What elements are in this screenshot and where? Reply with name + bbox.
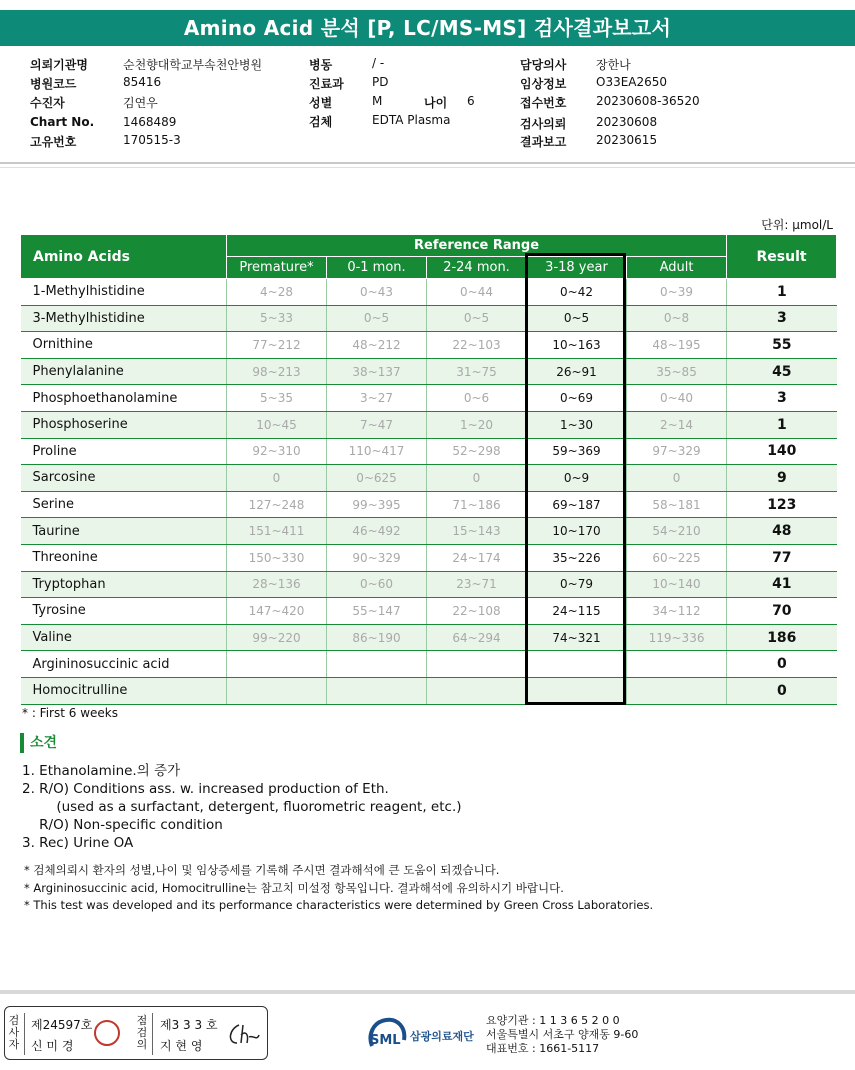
amino-acid-name: Homocitrulline	[21, 677, 227, 704]
reference-range-cell: 15~143	[427, 518, 527, 545]
lab-name: 삼광의료재단	[410, 1030, 474, 1043]
reviewer-license-no: 제3 3 3 호	[160, 1018, 218, 1032]
amino-acid-name: Ornithine	[21, 332, 227, 359]
reference-range-cell: 0~6	[427, 385, 527, 412]
reference-range-cell: 48~195	[627, 332, 727, 359]
reference-range-cell	[327, 677, 427, 704]
table-row	[21, 411, 837, 438]
header-amino-acids: Amino Acids	[21, 235, 227, 279]
reference-range-cell: 10~163	[527, 332, 627, 359]
reference-range-cell: 0~60	[327, 571, 427, 598]
result-value: 1	[727, 279, 837, 306]
label-sex: 성별	[309, 96, 333, 110]
value-ward: / -	[372, 56, 385, 70]
result-value: 70	[727, 598, 837, 625]
table-row	[21, 544, 837, 571]
comment-line: 3. Rec) Urine OA	[22, 835, 134, 851]
reference-range-cell: 0~5	[327, 305, 427, 332]
result-value: 77	[727, 544, 837, 571]
reference-range-cell: 22~103	[427, 332, 527, 359]
reference-range-cell: 0	[227, 465, 327, 492]
tester-seal-icon	[94, 1020, 120, 1046]
reference-range-cell: 35~85	[627, 358, 727, 385]
table-row	[21, 571, 837, 598]
reference-range-cell: 127~248	[227, 491, 327, 518]
reference-range-cell: 10~140	[627, 571, 727, 598]
table-row	[21, 677, 837, 704]
reference-range-cell: 0~8	[627, 305, 727, 332]
label-clinical-info: 임상정보	[520, 77, 567, 91]
reference-range-cell: 98~213	[227, 358, 327, 385]
reference-range-cell: 99~220	[227, 624, 327, 651]
results-body	[21, 279, 837, 705]
reference-range-cell	[427, 677, 527, 704]
value-report-date: 20230615	[596, 133, 658, 147]
reviewer-label: 점검의	[136, 1014, 148, 1051]
table-row	[21, 651, 837, 678]
info-divider	[0, 162, 855, 164]
reference-range-cell: 151~411	[227, 518, 327, 545]
result-value: 1	[727, 411, 837, 438]
label-request-date: 검사의뢰	[520, 117, 567, 131]
comment-line: 2. R/O) Conditions ass. w. increased production of Eth.	[22, 781, 389, 797]
value-department: PD	[372, 75, 389, 89]
value-clinical-info: O33EA2650	[596, 75, 668, 89]
reference-range-cell: 58~181	[627, 491, 727, 518]
reference-range-cell: 119~336	[627, 624, 727, 651]
value-age: 6	[467, 94, 475, 108]
reference-range-cell: 52~298	[427, 438, 527, 465]
reference-range-cell: 55~147	[327, 598, 427, 625]
header-0-1-mon: 0-1 mon.	[327, 257, 427, 279]
label-specimen: 검체	[309, 115, 333, 129]
value-unique-no: 170515-3	[123, 133, 181, 147]
header-reference-range: Reference Range	[227, 235, 727, 257]
result-value: 3	[727, 305, 837, 332]
value-receipt-no: 20230608-36520	[596, 94, 700, 108]
reference-range-cell: 99~395	[327, 491, 427, 518]
table-footnote: * : First 6 weeks	[22, 706, 118, 720]
reference-range-cell: 35~226	[527, 544, 627, 571]
reference-range-cell: 59~369	[527, 438, 627, 465]
table-row	[21, 491, 837, 518]
reference-range-cell: 0	[427, 465, 527, 492]
reference-range-cell: 0~5	[427, 305, 527, 332]
reference-range-cell: 71~186	[427, 491, 527, 518]
result-value: 186	[727, 624, 837, 651]
reference-range-cell	[527, 651, 627, 678]
table-row	[21, 385, 837, 412]
reference-range-cell: 2~14	[627, 411, 727, 438]
signature-box	[4, 1006, 268, 1060]
note-line: * This test was developed and its performance characteristics were determined by Green Cross Laboratories.	[24, 898, 654, 912]
reference-range-cell: 0~39	[627, 279, 727, 306]
reference-range-cell: 23~71	[427, 571, 527, 598]
comment-line: (used as a surfactant, detergent, fluorometric reagent, etc.)	[22, 799, 462, 815]
table-row	[21, 438, 837, 465]
table-row	[21, 305, 837, 332]
result-value: 0	[727, 651, 837, 678]
lab-info	[486, 1014, 638, 1056]
reference-range-cell: 5~33	[227, 305, 327, 332]
table-row	[21, 598, 837, 625]
reference-range-cell: 7~47	[327, 411, 427, 438]
report-title: Amino Acid 분석 [P, LC/MS-MS] 검사결과보고서	[0, 10, 855, 46]
reference-range-cell: 48~212	[327, 332, 427, 359]
unit-label: 단위: µmol/L	[761, 218, 833, 232]
amino-acid-name: Proline	[21, 438, 227, 465]
note-line: * 검체의뢰시 환자의 성별,나이 및 임상증세를 기록해 주시면 결과해석에 큰 도움이 되겠습니다.	[24, 863, 500, 877]
comment-line: 1. Ethanolamine.의 증가	[22, 763, 181, 779]
reference-range-cell	[427, 651, 527, 678]
amino-acid-name: Tryptophan	[21, 571, 227, 598]
result-value: 3	[727, 385, 837, 412]
comment-line: R/O) Non-specific condition	[22, 817, 223, 833]
reference-range-cell: 69~187	[527, 491, 627, 518]
reference-range-cell: 38~137	[327, 358, 427, 385]
table-row	[21, 332, 837, 359]
footer-divider	[0, 990, 855, 994]
reference-range-cell: 0~9	[527, 465, 627, 492]
label-age: 나이	[424, 96, 448, 110]
label-patient: 수진자	[30, 96, 65, 110]
reference-range-cell: 147~420	[227, 598, 327, 625]
header-2-24-mon: 2-24 mon.	[427, 257, 527, 279]
result-value: 45	[727, 358, 837, 385]
reference-range-cell: 0~43	[327, 279, 427, 306]
amino-acid-name: Taurine	[21, 518, 227, 545]
tester-name: 신 미 경	[31, 1039, 74, 1053]
reference-range-cell: 90~329	[327, 544, 427, 571]
lab-address: 서울특별시 서초구 양재동 9-60	[486, 1028, 639, 1041]
reference-range-cell: 34~112	[627, 598, 727, 625]
result-value: 41	[727, 571, 837, 598]
reference-range-cell: 24~115	[527, 598, 627, 625]
sml-logo-icon	[366, 1016, 408, 1052]
amino-acid-name: Phosphoethanolamine	[21, 385, 227, 412]
amino-acid-name: Valine	[21, 624, 227, 651]
reference-range-cell: 0	[627, 465, 727, 492]
reference-range-cell: 74~321	[527, 624, 627, 651]
reference-range-cell: 5~35	[227, 385, 327, 412]
info-divider-thin	[0, 167, 855, 168]
header-result: Result	[727, 235, 837, 279]
reference-range-cell: 10~45	[227, 411, 327, 438]
sig-separator	[152, 1013, 153, 1055]
sig-separator	[24, 1013, 25, 1055]
result-value: 123	[727, 491, 837, 518]
reference-range-cell: 24~174	[427, 544, 527, 571]
lab-code: 요양기관 : 1 1 3 6 5 2 0 0	[486, 1014, 620, 1027]
reference-range-cell: 0~625	[327, 465, 427, 492]
reference-range-cell: 54~210	[627, 518, 727, 545]
reference-range-cell: 22~108	[427, 598, 527, 625]
result-value: 0	[727, 677, 837, 704]
reference-range-cell	[227, 677, 327, 704]
header-3-18-year: 3-18 year	[527, 257, 627, 279]
amino-acid-name: Tyrosine	[21, 598, 227, 625]
reference-range-cell: 60~225	[627, 544, 727, 571]
reference-range-cell: 0~69	[527, 385, 627, 412]
label-report-date: 결과보고	[520, 135, 567, 149]
amino-acid-name: Serine	[21, 491, 227, 518]
handwritten-signature-icon	[225, 1021, 261, 1047]
amino-acid-name: 3-Methylhistidine	[21, 305, 227, 332]
note-line: * Argininosuccinic acid, Homocitrulline는 참고치 미설정 항목입니다. 결과해석에 유의하시기 바랍니다.	[24, 880, 564, 895]
tester-license-no: 제24597호	[31, 1018, 93, 1032]
value-specimen: EDTA Plasma	[372, 113, 451, 127]
reference-range-cell: 0~44	[427, 279, 527, 306]
reference-range-cell: 26~91	[527, 358, 627, 385]
reference-range-cell: 1~20	[427, 411, 527, 438]
reference-range-cell: 97~329	[627, 438, 727, 465]
reference-range-cell: 110~417	[327, 438, 427, 465]
reference-range-cell: 64~294	[427, 624, 527, 651]
result-value: 9	[727, 465, 837, 492]
reference-range-cell	[627, 651, 727, 678]
result-value: 48	[727, 518, 837, 545]
reference-range-cell: 3~27	[327, 385, 427, 412]
reference-range-cell: 0~79	[527, 571, 627, 598]
label-hospital-code: 병원코드	[30, 77, 77, 91]
reference-range-cell: 150~330	[227, 544, 327, 571]
header-premature: Premature*	[227, 257, 327, 279]
lab-phone: 대표번호 : 1661-5117	[486, 1042, 600, 1055]
reference-range-cell: 1~30	[527, 411, 627, 438]
report-notes	[24, 862, 653, 915]
value-hospital: 순천향대학교부속천안병원	[123, 58, 263, 72]
label-department: 진료과	[309, 77, 344, 91]
reference-range-cell: 28~136	[227, 571, 327, 598]
reference-range-cell	[227, 651, 327, 678]
reference-range-cell: 4~28	[227, 279, 327, 306]
reference-range-cell	[327, 651, 427, 678]
table-row	[21, 465, 837, 492]
value-hospital-code: 85416	[123, 75, 162, 89]
label-chart-no: Chart No.	[30, 115, 95, 129]
label-hospital: 의뢰기관명	[30, 58, 88, 72]
table-row	[21, 358, 837, 385]
amino-acid-name: Phosphoserine	[21, 411, 227, 438]
amino-acid-name: 1-Methylhistidine	[21, 279, 227, 306]
amino-acid-name: Argininosuccinic acid	[21, 651, 227, 678]
label-doctor: 담당의사	[520, 58, 567, 72]
patient-info	[30, 56, 830, 156]
table-row	[21, 624, 837, 651]
reference-range-cell: 0~40	[627, 385, 727, 412]
amino-acid-name: Sarcosine	[21, 465, 227, 492]
findings-comment	[22, 762, 462, 852]
value-chart-no: 1468489	[123, 115, 177, 129]
amino-acid-name: Phenylalanine	[21, 358, 227, 385]
result-value: 55	[727, 332, 837, 359]
value-sex: M	[372, 94, 383, 108]
value-patient: 김연우	[123, 96, 158, 110]
logo-text: SML	[370, 1033, 401, 1048]
amino-acid-name: Threonine	[21, 544, 227, 571]
tester-label: 검사자	[8, 1014, 20, 1051]
label-unique-no: 고유번호	[30, 135, 77, 149]
result-value: 140	[727, 438, 837, 465]
value-doctor: 장한나	[596, 58, 631, 72]
reviewer-name: 지 현 영	[160, 1039, 203, 1053]
reference-range-cell	[627, 677, 727, 704]
value-request-date: 20230608	[596, 115, 658, 129]
reference-range-cell: 0~5	[527, 305, 627, 332]
reference-range-cell	[527, 677, 627, 704]
results-table	[20, 234, 837, 705]
findings-heading: 소견	[20, 733, 57, 753]
reference-range-cell: 31~75	[427, 358, 527, 385]
table-row	[21, 279, 837, 306]
reference-range-cell: 46~492	[327, 518, 427, 545]
label-ward: 병동	[309, 58, 333, 72]
reference-range-cell: 0~42	[527, 279, 627, 306]
reference-range-cell: 10~170	[527, 518, 627, 545]
reference-range-cell: 92~310	[227, 438, 327, 465]
reference-range-cell: 77~212	[227, 332, 327, 359]
header-adult: Adult	[627, 257, 727, 279]
reference-range-cell: 86~190	[327, 624, 427, 651]
table-row	[21, 518, 837, 545]
label-receipt-no: 접수번호	[520, 96, 567, 110]
